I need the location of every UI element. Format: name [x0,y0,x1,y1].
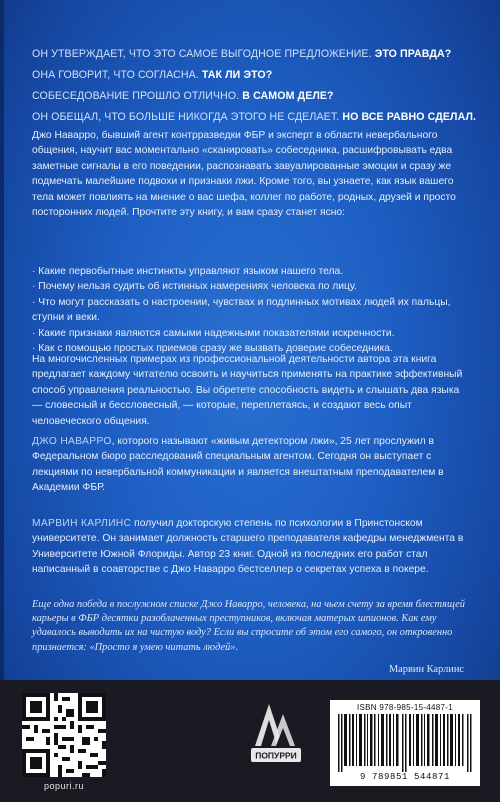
navarro-bio-text: , которого называют «живым детектором лжи», 25 лет прослужил в Федеральном бюро расследований специальным агентом. Сегодня он выступает с лекциями по невербальной коммуникации и является внештатным преподавателем в Академии ФБР. [32,436,444,494]
bullet-item: · Почему нельзя судить об истинных намерениях человека по лицу. [32,281,357,293]
headline-retort: НО ВСЕ РАВНО СДЕЛАЛ. [342,111,477,123]
barcode-digits: 9 789851 544871 [359,772,450,782]
publisher-logo [247,700,305,770]
navarro-name: ДЖО НАВАРРО [32,436,112,447]
headline-retort: В САМОМ ДЕЛЕ? [242,90,334,102]
karlins-bio [32,516,472,578]
isbn-number: ISBN 978-985-15-4487-1 [357,703,453,712]
bullet-item: · Какие первобытные инстинкты управляют языком нашего тела. [32,266,344,277]
navarro-bio [32,434,472,496]
qr-code [22,693,106,777]
quote-author: Марвин Карлинс [388,664,464,675]
headline-line [32,107,480,128]
intro-paragraph: Джо Наварро, бывший агент контрразведки ФБР и эксперт в области невербального общения, научит вас моментально «сканировать» собеседника, расшифровывать едва заметные сигналы в его поведении, распознавать завуалированные эмоции и сразу же подмечать малейшие подвохи и признаки лжи. Кроме того, вы узнаете, как язык вашего тела может повлиять на мнение о вас шефа, коллег по работе, родных, друзей и просто посторонних людей. Прочтите эту книгу, и вам сразу станет ясно: [32,130,456,219]
qr-caption: popuri.ru [43,781,85,791]
headline-retort: ТАК ЛИ ЭТО? [201,69,273,81]
headline-lead: ОН УТВЕРЖДАЕТ, ЧТО ЭТО САМОЕ ВЫГОДНОЕ ПРЕДЛОЖЕНИЕ. [32,48,372,60]
headline-line [32,65,480,86]
headline-retort: ЭТО ПРАВДА? [374,48,452,60]
headline-line [32,44,480,65]
examples-paragraph: На многочисленных примерах из профессиональной деятельности автора эта книга предлагает каждому читателю освоить и научиться применять на практике эффективный способ управления реальностью. Вы обретете способность видеть и слышать два языка — словесный и бессловесный, — которые, переплетаясь, и создают весь опыт человеческого общения. [32,354,463,427]
bullet-item: · Какие признаки являются самыми надежными показателями искренности. [32,327,395,339]
headline-lead: ОН ОБЕЩАЛ, ЧТО БОЛЬШЕ НИКОГДА ЭТОГО НЕ СДЕЛАЕТ. [32,111,340,123]
headline-lead: СОБЕСЕДОВАНИЕ ПРОШЛО ОТЛИЧНО. [32,90,240,102]
barcode-bars [338,714,472,772]
karlins-bio-text: получил докторскую степень по психологии в Принстонском университете. Он занимает должность старшего преподавателя кафедры менеджмента в Университете Южной Флориды. Автор 23 книг. Одной из последних его работ стал написанный в соавторстве с Джо Наварро бестселлер о секретах успеха в покере. [32,518,464,576]
bullet-item: · Что могут рассказать о настроении, чувствах и подлинных мотивах людей их пальцы, ступни и веки. [32,296,451,324]
headline-line [32,86,480,107]
bullet-list [32,264,472,356]
isbn-barcode [330,700,480,786]
headline-lead: ОНА ГОВОРИТ, ЧТО СОГЛАСНА. [32,69,199,81]
review-quote: Еще одна победа в послужном списке Джо Наварро, человека, на чьем счету за время блестящей карьеры в ФБР десятки разоблаченных преступников, включая матерых шпионов. Как ему удавалось выводить их на чистую воду? Если вы спросите об этом его самого, он откровенно признается: «Просто я умею читать людей». [32,599,465,653]
bullet-item: · Как с помощью простых приемов сразу же вызвать доверие собеседника. [32,343,393,355]
headline-block [32,44,480,128]
karlins-name: МАРВИН КАРЛИНС [32,518,132,529]
logo-wordmark: ПОПУРРИ [255,750,297,761]
